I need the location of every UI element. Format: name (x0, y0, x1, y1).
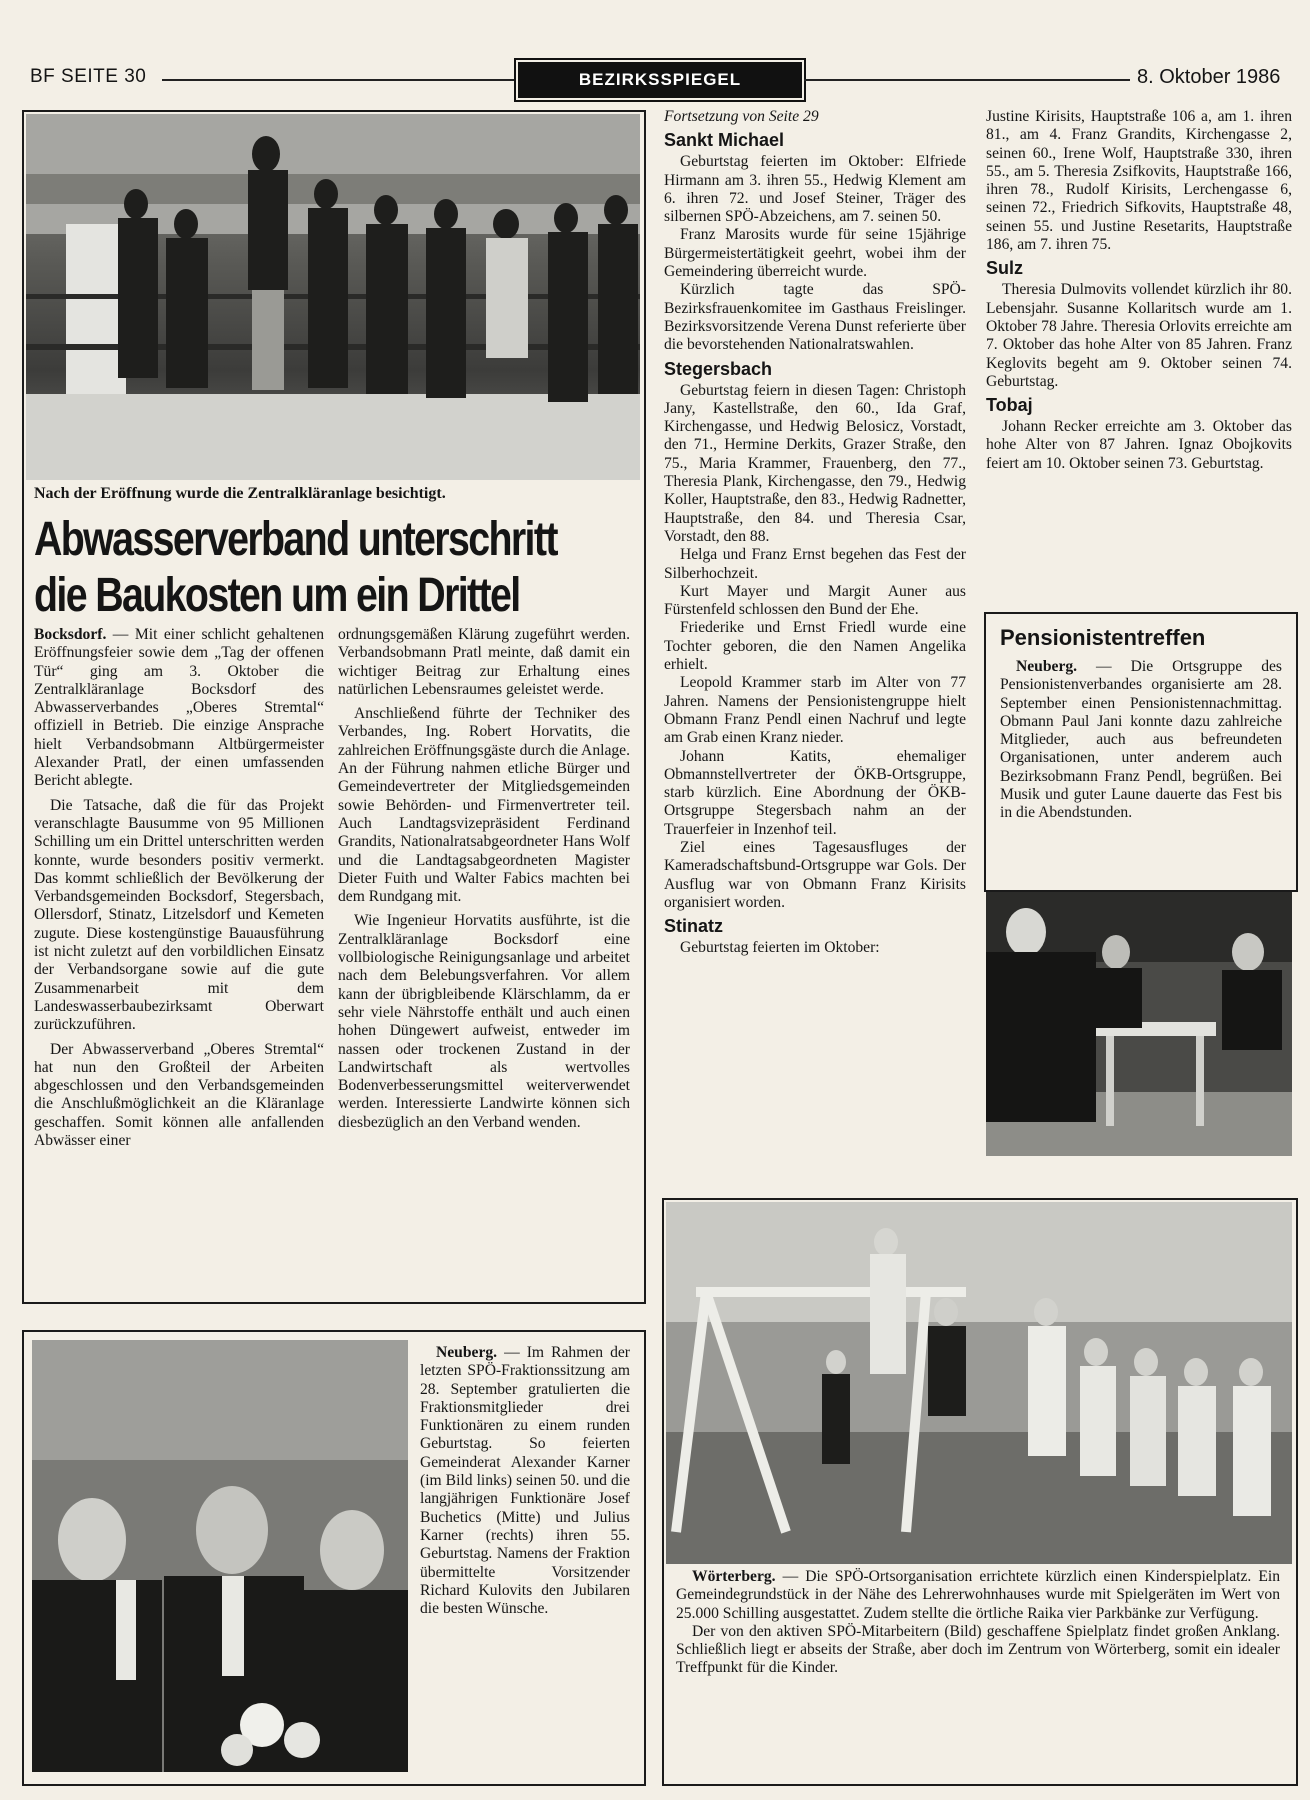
paragraph: — Die SPÖ-Ortsorganisation errichtete kürzlich einen Kinderspielplatz. Ein Gemeindegrundstück in der Nähe des Lehrerwohnhauses wurde mit Spielgeräten im Wert von 25.000 Schilling ausgestattet. Zudem stellte die örtliche Raika vier Parkbänke zur Verfügung. (676, 1568, 1280, 1622)
main-story-column-2 (338, 626, 630, 1132)
crowd-on-platform-image (26, 114, 640, 480)
paragraph: Theresia Dulmovits vollendet kürzlich ihr 80. Lebensjahr. Susanne Kollaritsch wurde am 1. Oktober 78 Jahre. Theresia Orlovits erreichte am 7. Oktober das hohe Alter von 85 Jahren. Franz Keglovits begeht am 9. Oktober seinen 74. Geburtstag. (986, 281, 1292, 390)
issue-date: 8. Oktober 1986 (1137, 66, 1281, 88)
local-news-column (664, 108, 966, 957)
section-title-stinatz: Stinatz (664, 916, 724, 937)
paragraph: Der von den aktiven SPÖ-Mitarbeitern (Bild) geschaffene Spielplatz findet großen Anklang. Schließlich liegt er abseits der Straße, aber doch im Zentrum von Wörterberg, somit ein idealer Treffpunkt für die Kinder. (676, 1622, 1280, 1677)
paragraph: Leopold Krammer starb im Alter von 77 Jahren. Namens der Pensionistengruppe hielt Obmann Franz Pendl einen Nachruf und legte am Grab einen Kranz nieder. (664, 674, 966, 747)
paragraph: Johann Recker erreichte am 3. Oktober das hohe Alter von 87 Jahren. Ignaz Obojkovits feiert am 10. Oktober seinen 73. Geburtstag. (986, 418, 1292, 472)
paragraph: Justine Kirisits, Hauptstraße 106 a, am 1. ihren 81., am 4. Franz Grandits, Kirchengasse 2, seinen 60., Irene Wolf, Hauptstraße 330, ihren 55., am 5. Theresia Zsifkovits, Hauptstraße 166, ihren 78., Rudolf Kirisits, Lerchengasse 6, seinen 72., Friedrich Sifkovits, Hauptstraße 48, seinen 55. und Justine Resetarits, Hauptstraße 186, am 7. ihren 75. (986, 108, 1292, 254)
main-story-column-1 (34, 626, 324, 1150)
headline-line-2: die Baukosten um ein Drittel (34, 569, 520, 622)
paragraph: Geburtstag feiern in diesen Tagen: Christoph Jany, Kastellstraße, den 60., Ida Graf, Kirchengasse, und Hedwig Belosicz, Vorstadt, den 71., Hermine Derkits, Grazer Straße, den 75., Maria Krammer, Frauenberg, den 77., Theresia Plank, Kirchengasse, den 79., Hedwig Koller, Hauptstraße, den 83., Hedwig Radnetter, Hauptstraße, den 84. und Theresia Csar, Vorstadt, den 88. (664, 381, 966, 545)
paragraph: Kurt Mayer und Margit Auner aus Fürstenfeld schlossen den Bund der Ehe. (664, 582, 966, 619)
paragraph: Die Tatsache, daß die für das Projekt veranschlagte Bausumme von 95 Millionen Schilling um ein Drittel unterschritten werden konnte, wurde besonders positiv vermerkt. Das kommt schließlich der Bevölkerung der Verbandsgemeinden Bocksdorf, Stegersbach, Ollersdorf, Stinatz, Litzelsdorf und Kemeten zugute. Diese kostengünstige Bauausführung ist nicht zuletzt auf den vorbildlichen Einsatz der Verbandsorgane sowie auf die gute Zusammenarbeit mit dem Landeswasserbaubezirksamt Oberwart zurückzuführen. (34, 796, 324, 1034)
paragraph: Kürzlich tagte das SPÖ-Bezirksfrauenkomitee im Gasthaus Freislinger. Bezirksvorsitzende Verena Dunst referierte über die bevorstehenden Nationalratswahlen. (664, 281, 966, 354)
local-news-column-2 (986, 108, 1292, 473)
pension-photo (986, 892, 1292, 1156)
paragraph: Geburtstag feierten im Oktober: Elfriede Hirmann am 3. ihren 55., Hedwig Klement am 6. ihren 72. und Josef Steiner, Träger des silbernen SPÖ-Abzeichens, am 7. seinen 50. (664, 153, 966, 226)
pension-box-text (1000, 658, 1282, 823)
header-rule-left (162, 79, 514, 81)
page-label: BF SEITE 30 (30, 66, 147, 87)
section-title-tobaj: Tobaj (986, 395, 1033, 416)
section-title-sulz: Sulz (986, 258, 1024, 279)
section-banner: BEZIRKSSPIEGEL (518, 62, 802, 98)
dateline: Neuberg. (436, 1344, 498, 1361)
dateline: Wörterberg. (692, 1568, 776, 1585)
paragraph: Der Abwasserverband „Oberes Stremtal“ hat nun den Großteil der Arbeiten abgeschlossen und den Verbandsgemeinden die Anschlußmöglichkeit an die Kläranlage geschaffen. Somit können alle anfallenden Abwässer einer (34, 1040, 324, 1150)
seniors-at-table-image (986, 892, 1292, 1156)
continued-note: Fortsetzung von Seite 29 (664, 108, 819, 125)
paragraph: — Im Rahmen der letzten SPÖ-Fraktionssitzung am 28. September gratulierten die Fraktionsmitglieder drei Funktionären zu einem runden Geburtstag. So feierten Gemeinderat Alexander Karner (im Bild links) seinen 50. und die langjährigen Funktionäre Josef Buchetics (Mitte) und Julius Karner (rechts) ihren 55. Geburtstag. Namens der Fraktion übermittelte Vorsitzender Richard Kulovits den Jubilaren die besten Wünsche. (420, 1344, 630, 1618)
paragraph: ordnungsgemäßen Klärung zugeführt werden. Verbandsobmann Pratl meinte, daß damit ein wichtiger Beitrag zur Erhaltung eines natürlichen Lebensraumes geleistet werde. (338, 626, 630, 698)
paragraph: — Mit einer schlicht gehaltenen Eröffnungsfeier sowie dem „Tag der offenen Tür“ ging am 3. Oktober die Zentralkläranlage Bocksdorf des Abwasserverbandes „Oberes Stremtal“ offiziell in Betrieb. Die einzige Ansprache hielt Verbandsobmann Altbürgermeister Alexander Pratl, der einen umfassenden Bericht ablegte. (34, 626, 324, 790)
worterberg-text (676, 1568, 1280, 1678)
pension-box-title: Pensionistentreffen (1000, 625, 1206, 650)
section-title-sankt-michael: Sankt Michael (664, 130, 785, 151)
paragraph: Anschließend führte der Techniker des Verbandes, Ing. Robert Horvatits, die zahlreichen Eröffnungsgäste durch die Anlage. An der Führung nahmen etliche Bürger und Gemeindevertreter der Mitgliedsgemeinden sowie Behörden- und Firmenvertreter teil. Auch Landtagsvizepräsident Ferdinand Grandits, Nationalratsabgeordneter Hans Wolf und die Landtagsabgeordneten Magister Dieter Fuith und Walter Fabics machten bei dem Rundgang mit. (338, 705, 630, 906)
paragraph: — Die Ortsgruppe des Pensionistenverbandes organisierte am 28. September einen Pensionistennachmittag. Obmann Paul Jani konnte dazu zahlreiche Mitglieder, auch aus befreundeten Organisationen, unter anderem auch Bezirksobmann Franz Pendl, begrüßen. Bei Musik und guter Laune dauerte das Fest bis in die Abendstunden. (1000, 658, 1282, 822)
headline (34, 512, 672, 624)
paragraph: Friederike und Ernst Friedl wurde eine Tochter geboren, die den Namen Angelika erhielt. (664, 619, 966, 674)
paragraph: Wie Ingenieur Horvatits ausführte, ist die Zentralkläranlage Bocksdorf eine vollbiologische Reinigungsanlage und arbeitet nach dem Belebungsverfahren. Vor allem kann der übrigbleibende Klärschlamm, da er sehr viele Nährstoffe enthält und auch einen hohen Düngewert aufweist, entweder im nassen oder trockenen Zustand in der Landwirtschaft als wertvolles Bodenverbesserungsmittel weiterverwendet werden. Interessierte Landwirte können sich diesbezüglich an den Verband wenden. (338, 912, 630, 1131)
section-title-stegersbach: Stegersbach (664, 358, 773, 379)
opening-photo-caption: Nach der Eröffnung wurde die Zentralkläranlage besichtigt. (34, 485, 446, 502)
header-rule-right (804, 79, 1130, 81)
paragraph: Ziel eines Tagesausfluges der Kameradschaftsbund-Ortsgruppe war Gols. Der Ausflug war von Obmann Franz Kirisits organisiert worden. (664, 838, 966, 911)
neuberg-photo (32, 1340, 408, 1772)
headline-line-1: Abwasserverband unterschritt (34, 513, 557, 566)
paragraph: Johann Katits, ehemaliger Obmannstellvertreter der ÖKB-Ortsgruppe, starb kürzlich. Eine Abordnung der ÖKB-Ortsgruppe Stegersbach nahm an der Trauerfeier in Inzenhof teil. (664, 747, 966, 838)
pension-box (984, 612, 1298, 892)
playground-volunteers-image (666, 1202, 1292, 1564)
dateline: Neuberg. (1016, 658, 1078, 675)
paragraph: Geburtstag feierten im Oktober: (680, 939, 880, 957)
neuberg-text (420, 1344, 630, 1618)
paragraph: Helga und Franz Ernst begehen das Fest der Silberhochzeit. (664, 546, 966, 582)
paragraph: Franz Marosits wurde für seine 15jährige Bürgermeistertätigkeit geehrt, wobei ihm der Gemeindering überreicht wurde. (664, 226, 966, 281)
three-men-portrait-image (32, 1340, 408, 1772)
opening-photo (26, 114, 640, 480)
worterberg-photo (666, 1202, 1292, 1564)
dateline: Bocksdorf. (34, 626, 107, 643)
